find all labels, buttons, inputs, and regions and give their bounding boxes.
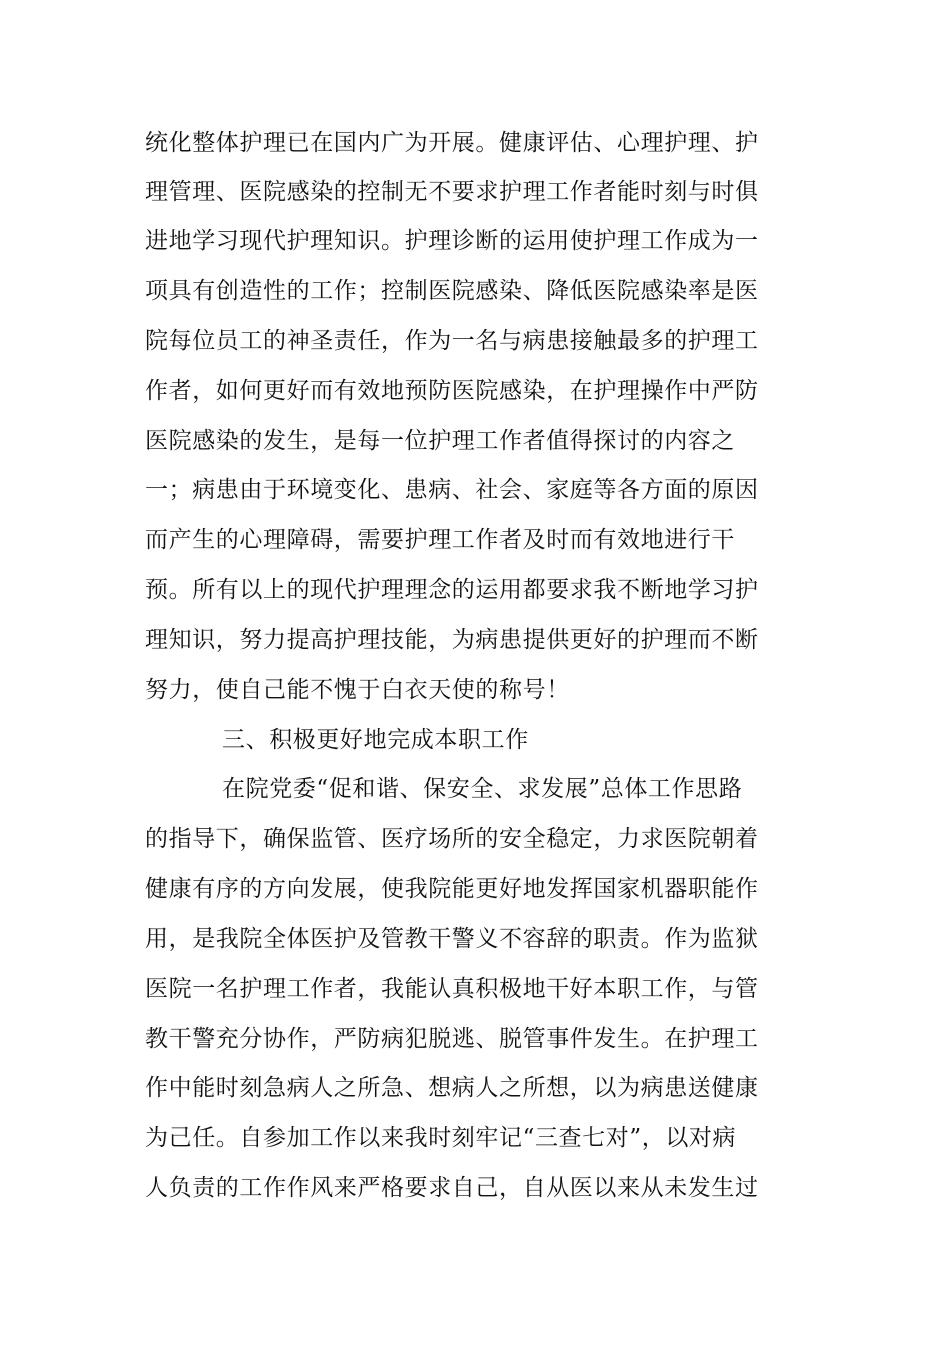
text-line: 统化整体护理已在国内广为开展。健康评估、心理护理、护	[145, 130, 759, 156]
text-line: 教干警充分协作，严防病犯脱逃、脱管事件发生。在护理工	[145, 1026, 759, 1052]
text-line: 的指导下，确保监管、医疗场所的安全稳定，力求医院朝着	[145, 826, 759, 852]
text-line: 院每位员工的神圣责任，作为一名与病患接触最多的护理工	[145, 328, 759, 354]
text-line: 努力，使自己能不愧于白衣天使的称号！	[145, 677, 570, 703]
text-line: 理知识，努力提高护理技能，为病患提供更好的护理而不断	[145, 627, 759, 653]
text-line: 进地学习现代护理知识。护理诊断的运用使护理工作成为一	[145, 228, 759, 254]
text-line: 人负责的工作作风来严格要求自己，自从医以来从未发生过	[145, 1175, 759, 1201]
text-line: 而产生的心理障碍，需要护理工作者及时而有效地进行干	[145, 527, 735, 553]
text-line: 为己任。自参加工作以来我时刻牢记“三查七对”，以对病	[145, 1125, 737, 1151]
text-line: 一；病患由于环境变化、患病、社会、家庭等各方面的原因	[145, 477, 759, 503]
text-line: 作者，如何更好而有效地预防医院感染，在护理操作中严防	[145, 378, 759, 404]
text-line: 用，是我院全体医护及管教干警义不容辞的职责。作为监狱	[145, 926, 759, 952]
text-line: 医院感染的发生，是每一位护理工作者值得探讨的内容之	[145, 428, 735, 454]
text-line: 医院一名护理工作者，我能认真积极地干好本职工作，与管	[145, 976, 759, 1002]
text-line: 项具有创造性的工作；控制医院感染、降低医院感染率是医	[145, 278, 759, 304]
text-line: 预。所有以上的现代护理理念的运用都要求我不断地学习护	[145, 577, 759, 603]
text-line: 作中能时刻急病人之所急、想病人之所想，以为病患送健康	[145, 1075, 759, 1101]
text-line: 健康有序的方向发展，使我院能更好地发挥国家机器职能作	[145, 876, 759, 902]
text-line: 理管理、医院感染的控制无不要求护理工作者能时刻与时俱	[145, 179, 759, 205]
section-heading: 三、积极更好地完成本职工作	[222, 727, 529, 753]
paragraph-first-line: 在院党委“促和谐、保安全、求发展”总体工作思路	[222, 776, 743, 802]
